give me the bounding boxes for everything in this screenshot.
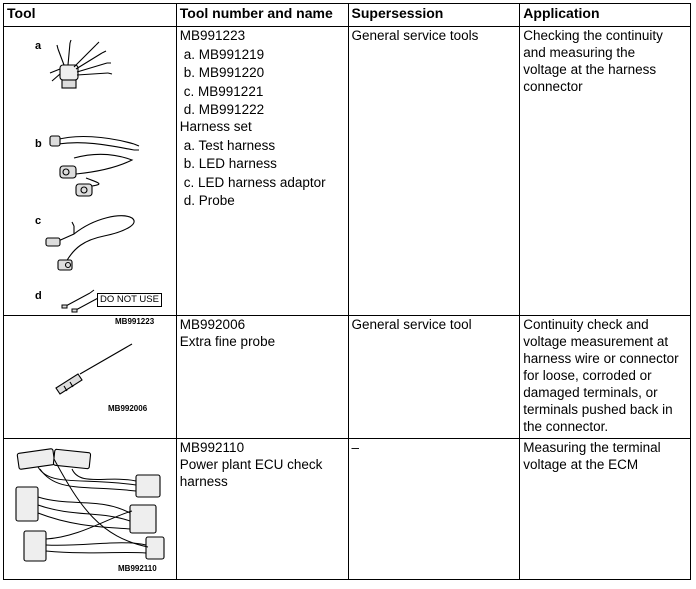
tools-table [3, 3, 691, 580]
tool-number-cell [176, 316, 348, 439]
sub-item: d. MB991222 [183, 102, 265, 117]
do-not-use-label: DO NOT USE [97, 293, 162, 307]
led-harness-adaptor-illustration [44, 208, 139, 278]
application-line: terminals pushed back in [523, 402, 673, 417]
tool-illustration-cell [4, 316, 177, 439]
tool-number-cell [176, 27, 348, 316]
tool-caption: MB992006 [108, 404, 148, 413]
header-application: Application [520, 4, 691, 27]
application-line: and measuring the [523, 45, 636, 60]
header-supersession: Supersession [348, 4, 520, 27]
tool-caption: MB991223 [115, 317, 155, 326]
test-harness-illustration [44, 39, 114, 99]
tool-number-cell [176, 439, 348, 580]
application-cell [520, 316, 691, 439]
application-line: Measuring the terminal [523, 440, 661, 455]
supersession-cell: General service tool [348, 316, 520, 439]
tool-illustration-cell [4, 27, 177, 326]
table-row [4, 439, 691, 580]
application-line: Continuity check and [523, 317, 649, 332]
application-cell [520, 27, 691, 316]
tool-illustration-cell [4, 439, 177, 580]
application-line: for loose, corroded or [523, 368, 652, 383]
sub-item: d. Probe [183, 193, 235, 208]
tool-name: Power plant ECU check [179, 457, 323, 472]
sub-item: b. MB991220 [183, 65, 265, 80]
application-line: connector [523, 79, 583, 94]
tool-caption: MB992110 [118, 564, 157, 573]
application-line: voltage at the ECM [523, 457, 639, 472]
tool-number: MB992110 [179, 440, 245, 455]
application-line: damaged terminals, or [523, 385, 658, 400]
application-cell [520, 439, 691, 580]
tool-name: harness [179, 474, 228, 489]
ecu-check-harness-illustration [10, 447, 168, 563]
label-a: a [35, 40, 42, 52]
tool-number: MB991223 [179, 28, 246, 43]
label-b: b [35, 138, 42, 150]
header-tool-number-name: Tool number and name [176, 4, 348, 27]
label-c: c [35, 215, 42, 227]
sub-item: a. Test harness [183, 137, 276, 153]
table-row [4, 316, 691, 439]
tool-number: MB992006 [179, 317, 246, 332]
label-d: d [35, 290, 42, 302]
application-line: voltage at the harness [523, 62, 657, 77]
supersession-cell: – [348, 439, 520, 580]
sub-item: c. MB991221 [183, 83, 264, 99]
table-row [4, 27, 691, 316]
application-line: Checking the continuity [523, 28, 663, 43]
sub-item: a. MB991219 [183, 46, 265, 62]
application-line: the connector. [523, 419, 609, 434]
header-tool: Tool [4, 4, 177, 27]
header-row [4, 4, 691, 27]
led-harness-illustration [46, 128, 141, 200]
sub-item: b. LED harness [183, 156, 277, 171]
sub-item: c. LED harness adaptor [183, 174, 326, 190]
application-line: voltage measurement at [523, 334, 669, 349]
application-line: harness wire or connector [523, 351, 679, 366]
tool-name: Harness set [179, 119, 252, 134]
tool-name: Extra fine probe [179, 334, 276, 349]
supersession-cell: General service tools [348, 27, 520, 316]
extra-fine-probe-illustration [50, 340, 136, 396]
